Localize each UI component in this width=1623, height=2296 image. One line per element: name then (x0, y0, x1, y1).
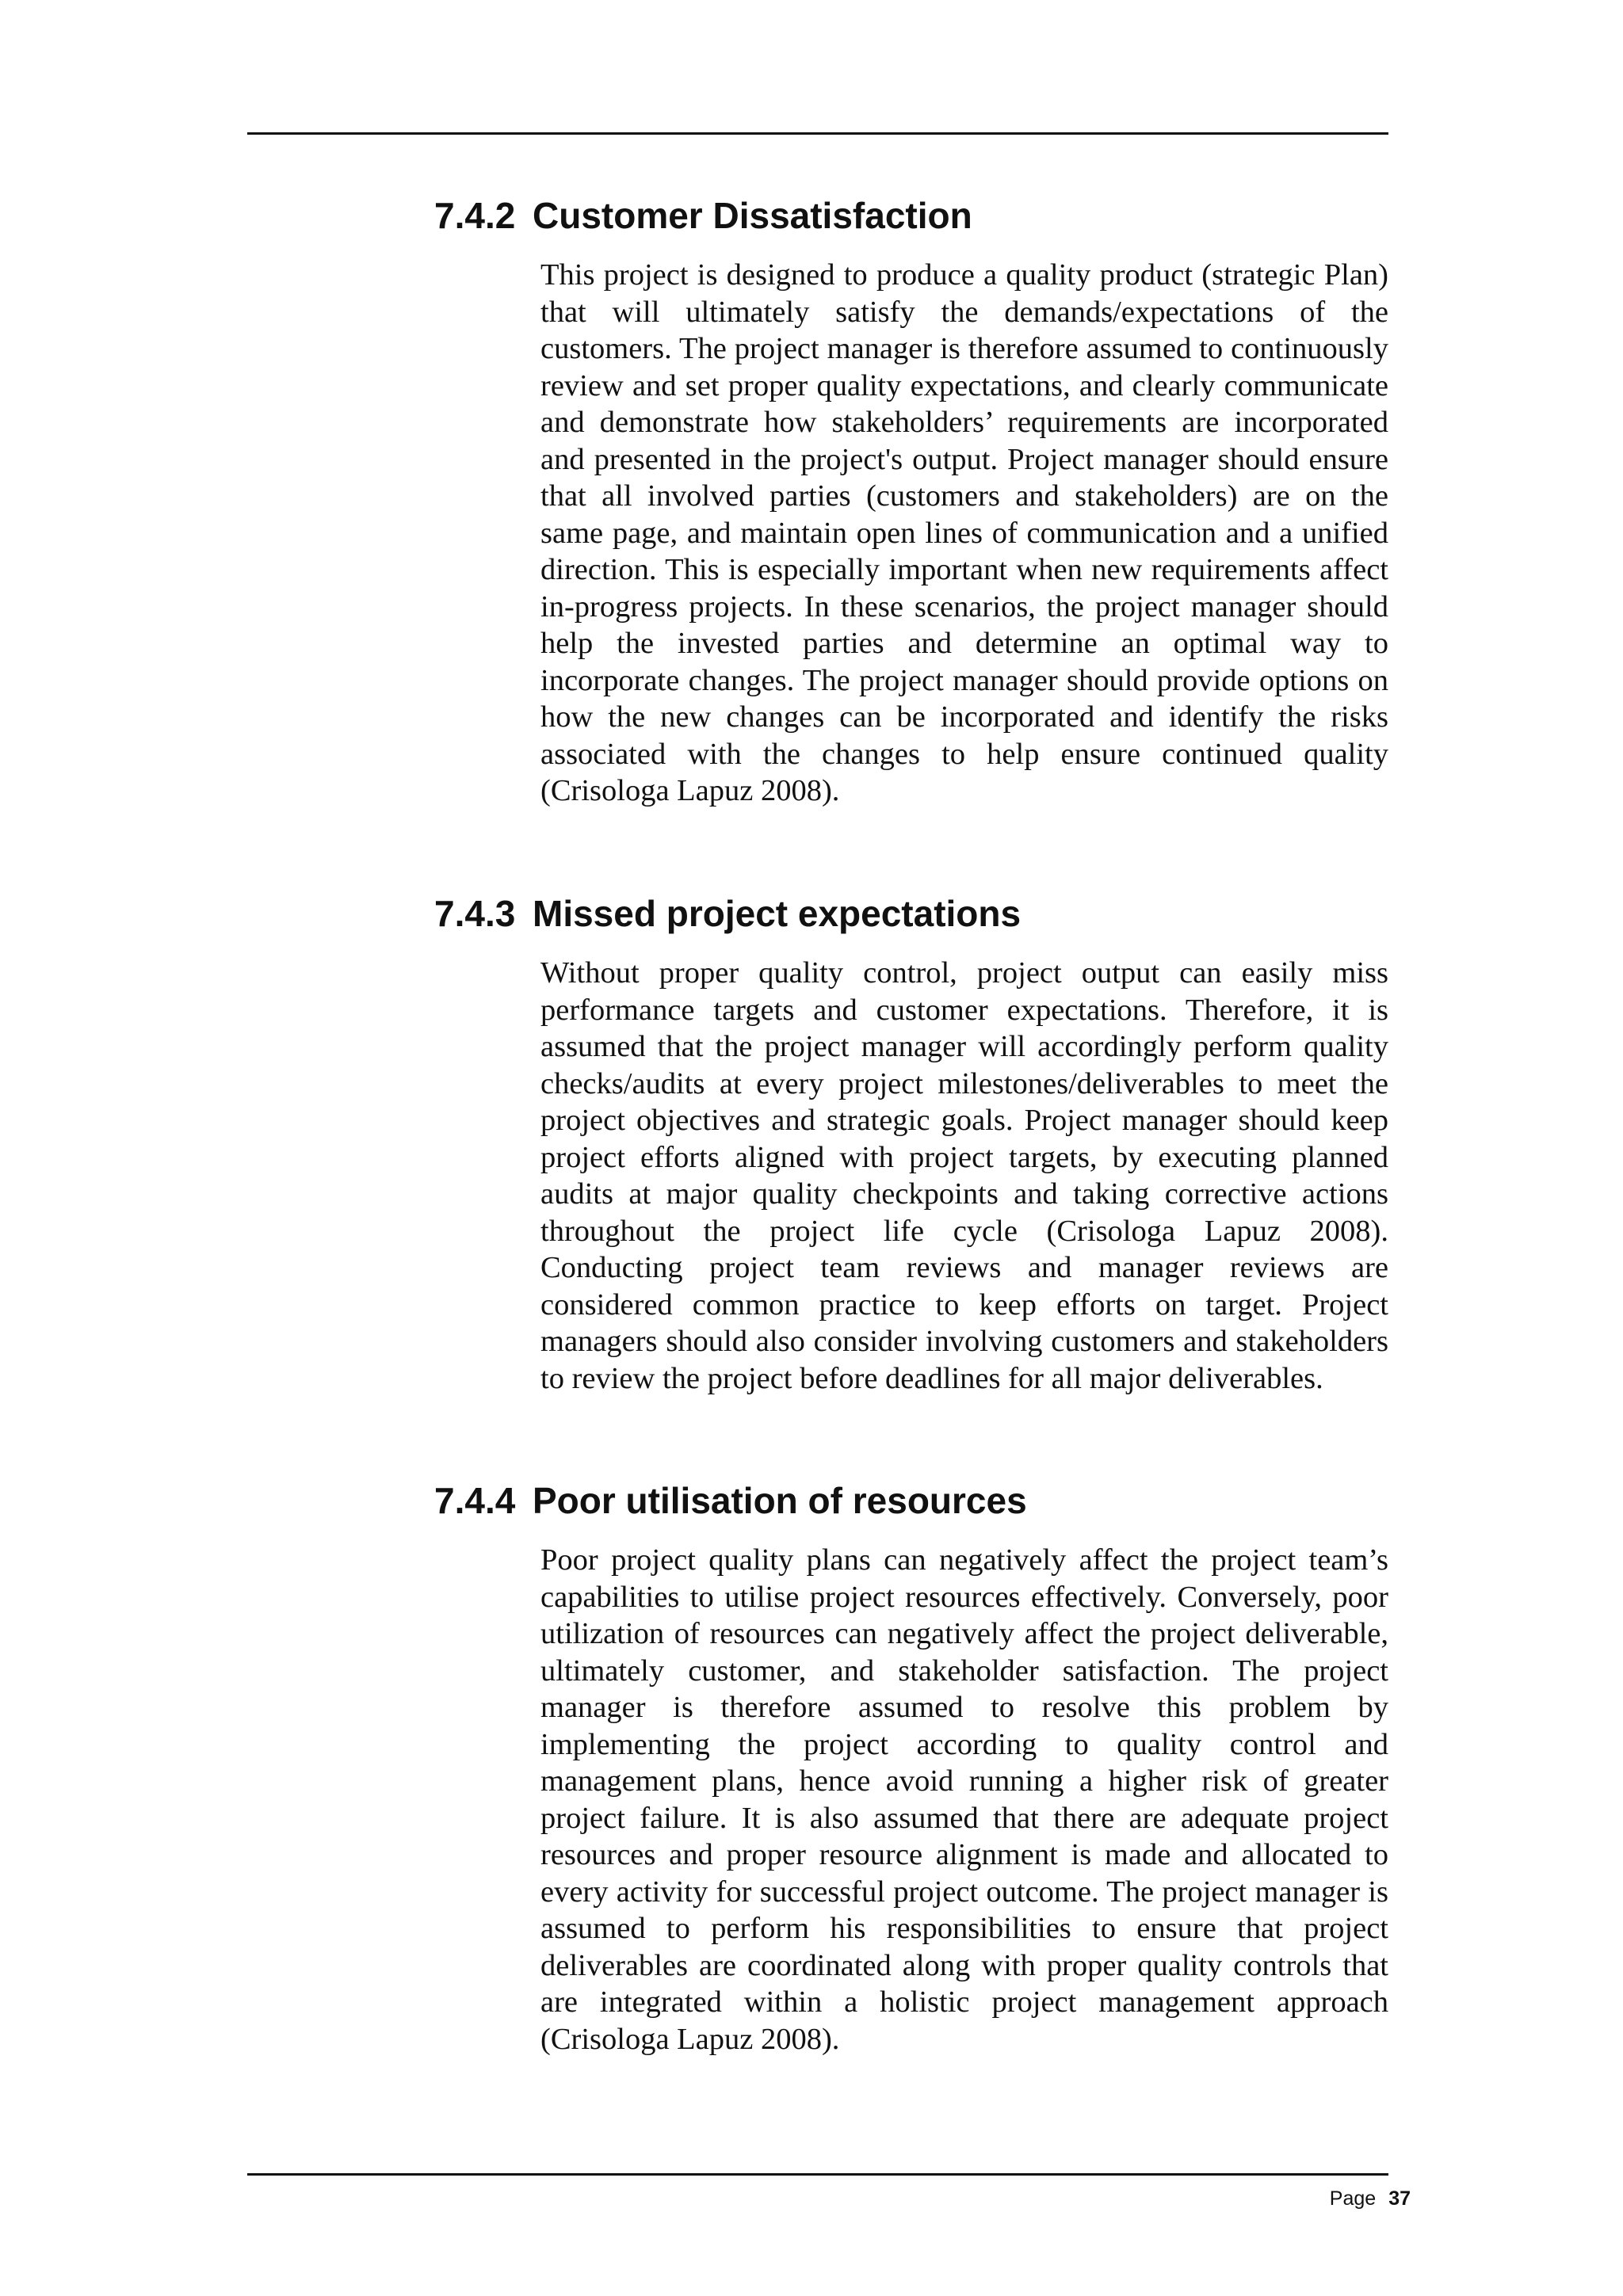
header-rule (247, 132, 1388, 135)
section-heading (434, 1478, 1027, 1523)
section-heading (434, 891, 1021, 936)
page-footer (1330, 2187, 1411, 2210)
section-title: Customer Dissatisfaction (533, 195, 972, 236)
section-paragraph: Without proper quality control, project output can easily miss performance targets and customer expectations. Therefore, it is assumed that the project manager will accordingly perform quality checks/audits at every project milestones/deliverables to meet the project objectives and strategic goals. Project manager should keep project efforts aligned with project targets, by executing planned audits at major quality checkpoints and taking corrective actions throughout the project life cycle (Crisologa Lapuz 2008). Conducting project team reviews and manager reviews are considered common practice to keep efforts on target. Project managers should also consider involving customers and stakeholders to review the project before deadlines for all major deliverables. (540, 956, 1388, 1395)
page-label: Page (1329, 2187, 1377, 2210)
section-heading (434, 193, 972, 238)
page-number: 37 (1388, 2187, 1411, 2210)
section-paragraph: This project is designed to produce a quality product (strategic Plan) that will ultimately satisfy the demands/expectations of the customers. The project manager is therefore assumed to continuously review and set proper quality expectations, and clearly communicate and demonstrate how stakeholders’ requirements are incorporated and presented in the project's output. Project manager should ensure that all involved parties (customers and stakeholders) are on the same page, and maintain open lines of communication and a unified direction. This is especially important when new requirements affect in-progress projects. In these scenarios, the project manager should help the invested parties and determine an optimal way to incorporate changes. The project manager should provide options on how the new changes can be incorporated and identify the risks associated with the changes to help ensure continued quality (Crisologa Lapuz 2008). (540, 258, 1388, 807)
section-title: Poor utilisation of resources (533, 1480, 1027, 1521)
footer-rule (247, 2173, 1388, 2176)
section-number: 7.4.4 (434, 1480, 516, 1521)
section-paragraph: Poor project quality plans can negatively affect the project team’s capabilities to utilise project resources effectively. Conversely, poor utilization of resources can negatively affect the project deliverable, ultimately customer, and stakeholder satisfaction. The project manager is therefore assumed to resolve this problem by implementing the project according to quality control and management plans, hence avoid running a higher risk of greater project failure. It is also assumed that there are adequate project resources and proper resource alignment is made and allocated to every activity for successful project outcome. The project manager is assumed to perform his responsibilities to ensure that project deliverables are coordinated along with proper quality controls that are integrated within a holistic project management approach (Crisologa Lapuz 2008). (540, 1543, 1388, 2056)
section-number: 7.4.3 (434, 893, 516, 934)
section-title: Missed project expectations (533, 893, 1022, 934)
section-number: 7.4.2 (434, 195, 516, 236)
